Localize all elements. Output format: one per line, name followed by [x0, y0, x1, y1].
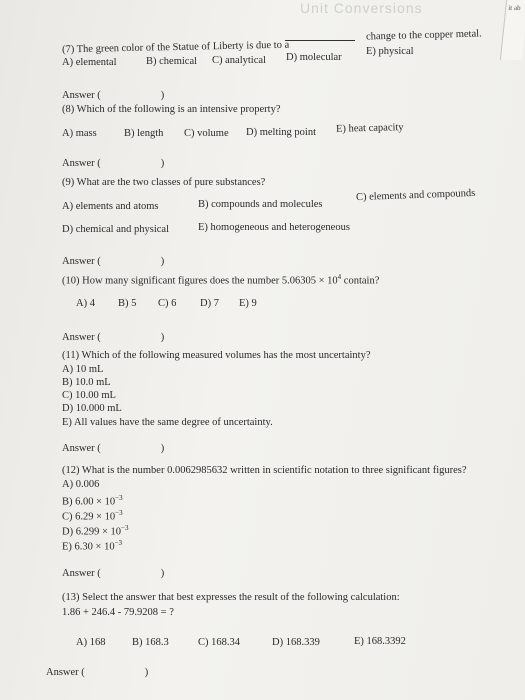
- q8-option-a: A) mass: [62, 128, 97, 139]
- q13-expression: 1.86 + 246.4 - 79.9208 = ?: [62, 607, 174, 618]
- q11-option-b: B) 10.0 mL: [62, 377, 111, 388]
- q8-answer: [62, 158, 164, 169]
- answer-label: Answer (: [62, 256, 101, 267]
- q9-answer: [62, 256, 164, 267]
- q10-text-end: contain?: [341, 275, 380, 287]
- q10-option-c: C) 6: [158, 298, 177, 309]
- q9-option-d: D) chemical and physical: [62, 224, 169, 235]
- q13-option-c: C) 168.34: [198, 637, 240, 648]
- q13-option-a: A) 168: [76, 637, 106, 648]
- q7-option-d: D) molecular: [286, 52, 342, 63]
- q13-text: (13) Select the answer that best expresses the result of the following calculation:: [62, 592, 400, 603]
- q7-option-b: B) chemical: [146, 56, 198, 67]
- q7-text: (7) The green color of the Statue of Liberty is due to a: [61, 39, 290, 56]
- q7-option-e: E) physical: [366, 46, 414, 57]
- q12-option-e: [62, 539, 122, 553]
- q9-option-a: A) elements and atoms: [62, 201, 159, 212]
- q12-option-c-exp: −3: [115, 509, 123, 517]
- edge-text: it ab: [507, 4, 521, 12]
- q12-option-c-base: C) 6.29 × 10: [62, 511, 116, 523]
- q11-option-a: A) 10 mL: [62, 364, 104, 375]
- answer-close: ): [160, 568, 165, 579]
- answer-label: Answer (: [46, 667, 85, 678]
- answer-close: ): [160, 90, 165, 101]
- q10-option-a: A) 4: [76, 298, 95, 309]
- q11-option-e: E) All values have the same degree of uncertainty.: [62, 417, 273, 428]
- q12-option-d: [62, 524, 128, 538]
- q12-option-b: [62, 494, 123, 508]
- q13-answer: [46, 667, 148, 678]
- q12-option-c: [62, 509, 123, 523]
- q10-text-main: (10) How many significant figures does the number 5.06305 × 10: [62, 275, 338, 287]
- q8-text: (8) Which of the following is an intensive property?: [62, 104, 281, 115]
- q7-answer: [62, 90, 164, 101]
- q7-option-c: C) analytical: [212, 55, 266, 66]
- q10-text: [62, 273, 379, 287]
- answer-close: ): [160, 256, 165, 267]
- answer-close: ): [160, 158, 165, 169]
- answer-close: ): [160, 443, 165, 454]
- q8-option-d: D) melting point: [246, 127, 316, 138]
- q11-option-c: C) 10.00 mL: [62, 390, 116, 401]
- q7-option-a: A) elemental: [62, 57, 117, 68]
- q11-text: (11) Which of the following measured volumes has the most uncertainty?: [62, 350, 371, 361]
- q8-option-b: B) length: [124, 128, 164, 139]
- q7-text-end: change to the copper metal.: [365, 28, 482, 43]
- q11-answer: [62, 443, 164, 454]
- q12-option-d-base: D) 6.299 × 10: [62, 526, 122, 538]
- page-corner-edge: [500, 0, 525, 60]
- answer-label: Answer (: [62, 90, 101, 101]
- answer-label: Answer (: [62, 568, 101, 579]
- q13-option-d: D) 168.339: [272, 637, 320, 648]
- q9-text: (9) What are the two classes of pure substances?: [62, 177, 266, 188]
- q9-option-b: B) compounds and molecules: [198, 199, 323, 210]
- q13-option-e: E) 168.3392: [354, 636, 406, 647]
- q12-text: (12) What is the number 0.0062985632 written in scientific notation to three significant figures?: [62, 465, 467, 476]
- q10-option-e: E) 9: [239, 298, 257, 309]
- q12-option-e-exp: −3: [114, 539, 123, 547]
- q12-option-b-exp: −3: [115, 494, 123, 502]
- q9-option-c: C) elements and compounds: [355, 187, 476, 204]
- q11-option-d: D) 10.000 mL: [62, 403, 122, 414]
- answer-label: Answer (: [62, 158, 101, 169]
- q8-option-c: C) volume: [184, 128, 229, 139]
- q13-option-b: B) 168.3: [132, 637, 169, 648]
- q10-option-b: B) 5: [118, 298, 137, 309]
- q8-option-e: E) heat capacity: [335, 122, 404, 135]
- q12-option-b-base: B) 6.00 × 10: [62, 496, 116, 508]
- q12-option-a: [62, 479, 99, 490]
- q10-answer: [62, 332, 164, 343]
- q10-option-d: D) 7: [200, 298, 219, 309]
- q12-answer: [62, 568, 164, 579]
- q12-option-d-exp: −3: [121, 524, 129, 532]
- q10-exponent: 4: [337, 273, 342, 281]
- answer-label: Answer (: [62, 332, 101, 343]
- q12-option-a-base: A) 0.006: [62, 479, 100, 490]
- answer-close: ): [144, 667, 149, 678]
- faint-header-text: Unit Conversions: [300, 0, 423, 16]
- q7-blank: [285, 40, 355, 41]
- answer-label: Answer (: [62, 443, 101, 454]
- q9-option-e: E) homogeneous and heterogeneous: [198, 222, 350, 233]
- answer-close: ): [160, 332, 165, 343]
- q12-option-e-base: E) 6.30 × 10: [62, 541, 115, 553]
